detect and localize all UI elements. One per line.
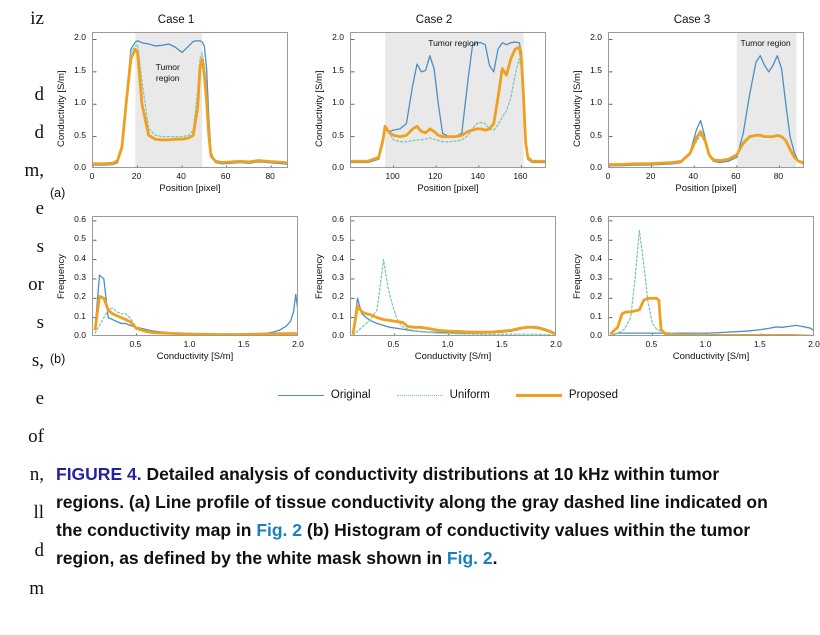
x-axis-label: Conductivity [S/m] (672, 351, 750, 362)
x-tick-label: 100 (385, 171, 400, 181)
y-tick-label: 0.3 (332, 271, 344, 282)
x-axis-label: Position [pixel] (675, 183, 737, 194)
y-tick-label: 0.5 (332, 233, 344, 244)
x-tick-label: 1.0 (183, 339, 196, 349)
y-tick-label: 0.1 (332, 310, 344, 321)
y-tick-label: 0.3 (74, 271, 86, 282)
chart-panel-a1 (48, 14, 304, 200)
legend-swatch-uniform (397, 395, 443, 396)
x-axis-label: Position [pixel] (417, 183, 479, 194)
x-axis-label: Conductivity [S/m] (414, 351, 492, 362)
legend-item-original (278, 389, 371, 401)
body-text-line: n, (29, 464, 44, 485)
y-axis-label: Conductivity [S/m] (572, 70, 583, 147)
x-tick-label: 20 (645, 171, 656, 181)
y-tick-label: 0.0 (590, 330, 602, 340)
plot-area-a1 (92, 32, 288, 168)
chart-title-a1: Case 1 (157, 14, 195, 26)
figure-caption-part1: Detailed analysis of conductivity distributions at 10 kHz within tumor regions. (a) Line profile of tissue conductivity along the gray dashed line indicated on the conductivity map in (56, 464, 768, 540)
x-tick-label: 0 (89, 171, 95, 181)
y-tick-label: 0.0 (74, 162, 86, 172)
x-tick-label: 80 (265, 171, 275, 181)
body-text-line: s (36, 236, 44, 257)
x-tick-label: 2.0 (292, 339, 304, 349)
legend-item-proposed (516, 389, 618, 401)
body-text-line: iz (30, 8, 44, 29)
legend-label-proposed: Proposed (568, 389, 619, 401)
figure-row-a (48, 14, 818, 199)
chart-panel-b1 (48, 212, 314, 382)
x-tick-label: 120 (428, 171, 443, 181)
x-axis-label: Position [pixel] (159, 183, 221, 194)
y-tick-label: 0.0 (590, 162, 602, 172)
body-text-line: d (34, 122, 44, 143)
y-tick-label: 0.6 (332, 213, 344, 224)
y-axis-label: Frequency (314, 254, 325, 300)
x-tick-label: 40 (688, 171, 698, 181)
y-tick-label: 0.5 (332, 129, 344, 140)
y-axis-label: Frequency (56, 254, 67, 300)
figure-caption-ref2[interactable]: Fig. 2 (446, 548, 493, 568)
y-tick-label: 0.5 (590, 233, 602, 244)
y-tick-label: 0.0 (74, 330, 86, 340)
y-tick-label: 0.4 (590, 252, 602, 263)
body-text-line: d (34, 540, 44, 561)
y-tick-label: 0.5 (74, 129, 86, 140)
x-tick-label: 20 (131, 171, 142, 181)
x-tick-label: 60 (731, 171, 741, 181)
y-tick-label: 0.5 (74, 233, 86, 244)
y-tick-label: 0.1 (74, 310, 86, 321)
y-tick-label: 0.2 (590, 291, 602, 302)
x-axis-label: Conductivity [S/m] (156, 351, 234, 362)
x-tick-label: 80 (773, 171, 784, 181)
x-tick-label: 2.0 (550, 339, 562, 349)
y-axis-label: Conductivity [S/m] (56, 70, 67, 147)
y-tick-label: 1.0 (74, 97, 86, 108)
plot-area-a3 (608, 32, 804, 168)
body-text-line: e (35, 198, 44, 219)
y-tick-label: 0.0 (332, 330, 344, 340)
plot-area-b2 (350, 216, 556, 336)
figure-legend (238, 382, 658, 408)
subpanel-a-tag: (a) (50, 186, 66, 200)
y-tick-label: 1.5 (74, 64, 86, 75)
figure-caption-part2: (b) Histogram of conductivity values within the tumor region, as defined by the white mask shown in (56, 520, 751, 568)
y-tick-label: 0.2 (74, 291, 86, 302)
body-text-line: d (34, 84, 44, 105)
legend-swatch-original (278, 395, 324, 396)
x-tick-label: 1.0 (699, 339, 712, 349)
x-tick-label: 1.5 (237, 339, 250, 349)
chart-panel-a3 (564, 14, 820, 200)
chart-panel-a2 (306, 14, 562, 200)
figure-caption-label: FIGURE 4. (56, 464, 142, 484)
legend-label-original: Original (330, 389, 371, 401)
y-tick-label: 0.2 (332, 291, 344, 302)
x-tick-label: 0 (605, 171, 611, 181)
body-text-line: ll (33, 502, 44, 523)
x-tick-label: 1.0 (441, 339, 454, 349)
legend-item-uniform (397, 389, 490, 401)
tumor-region-annotation: Tumor region (740, 38, 791, 48)
y-tick-label: 1.0 (332, 97, 344, 108)
y-axis-label: Frequency (572, 254, 583, 300)
x-tick-label: 2.0 (808, 339, 820, 349)
y-axis-label: Conductivity [S/m] (314, 70, 325, 147)
chart-panel-b2 (306, 212, 572, 382)
y-tick-label: 0.4 (74, 252, 86, 263)
y-tick-label: 0.4 (332, 252, 344, 263)
body-text-line: or (28, 274, 44, 295)
x-tick-label: 0.5 (387, 339, 400, 349)
y-tick-label: 1.5 (590, 64, 602, 75)
y-tick-label: 0.1 (590, 310, 602, 321)
plot-area-a2 (350, 32, 546, 168)
body-text-line: s (36, 312, 44, 333)
y-tick-label: 2.0 (590, 32, 602, 43)
figure-caption-ref1[interactable]: Fig. 2 (256, 520, 303, 540)
y-tick-label: 0.6 (590, 213, 602, 224)
chart-title-a3: Case 3 (673, 14, 711, 26)
y-tick-label: 0.6 (74, 213, 86, 224)
legend-swatch-proposed (516, 394, 562, 397)
y-tick-label: 1.0 (590, 97, 602, 108)
y-tick-label: 0.3 (590, 271, 602, 282)
x-tick-label: 60 (220, 171, 231, 181)
x-tick-label: 40 (176, 171, 186, 181)
body-text-line: m, (24, 160, 44, 181)
body-text-line (0, 38, 44, 76)
figure-caption-part3: . (492, 548, 498, 568)
chart-title-a2: Case 2 (415, 14, 453, 26)
y-tick-label: 0.5 (590, 129, 602, 140)
y-tick-label: 2.0 (74, 32, 86, 43)
body-text-line: e (35, 388, 44, 409)
y-tick-label: 1.5 (332, 64, 344, 75)
subpanel-b-tag: (b) (50, 352, 66, 366)
body-text-line: m (29, 578, 44, 599)
x-tick-label: 160 (513, 171, 528, 181)
x-tick-label: 1.5 (753, 339, 766, 349)
y-tick-label: 2.0 (332, 32, 344, 43)
figure-caption (56, 460, 770, 572)
body-text-line: s, (31, 350, 44, 371)
legend-label-uniform: Uniform (449, 389, 490, 401)
x-tick-label: 0.5 (129, 339, 142, 349)
plot-area-b3 (608, 216, 814, 336)
plot-area-b1 (92, 216, 298, 336)
y-tick-label: 0.0 (332, 162, 344, 172)
tumor-region-annotation: Tumor region (155, 61, 180, 83)
x-tick-label: 140 (470, 171, 485, 181)
tumor-region-annotation: Tumor region (428, 38, 479, 48)
page-body-text-column (0, 0, 46, 635)
x-tick-label: 1.5 (495, 339, 508, 349)
body-text-line: of (28, 426, 44, 447)
chart-panel-b3 (564, 212, 820, 382)
figure-row-b (48, 212, 818, 372)
x-tick-label: 0.5 (645, 339, 658, 349)
figure-4 (48, 14, 818, 424)
